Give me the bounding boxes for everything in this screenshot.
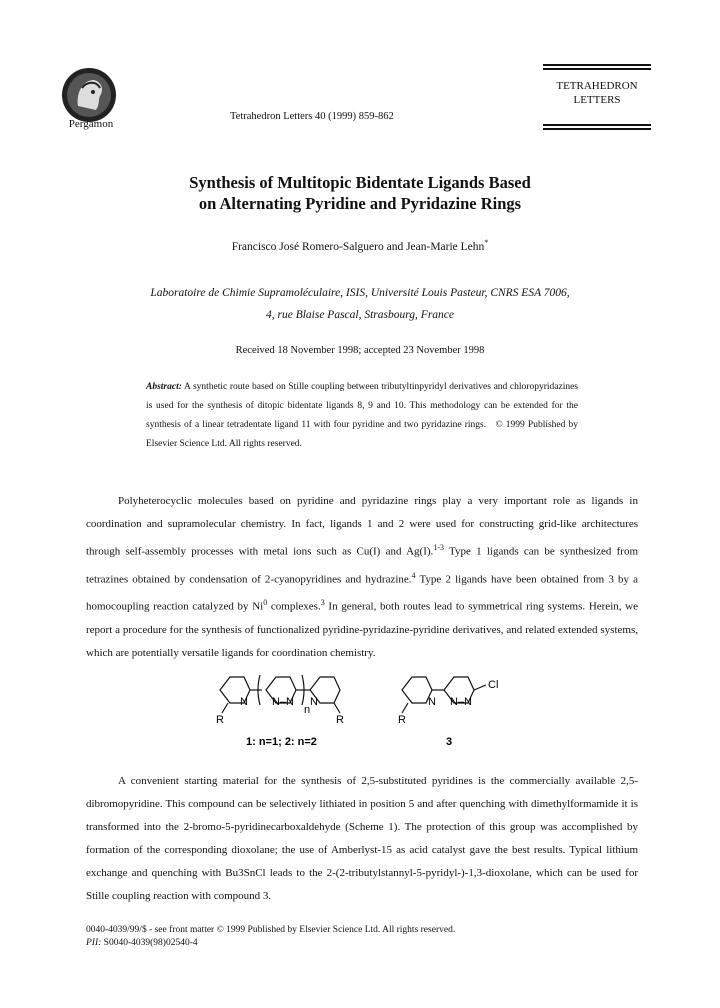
label-N-3: N [428, 696, 436, 708]
journal-name-line1: TETRAHEDRON [556, 80, 638, 92]
abstract [146, 378, 578, 454]
footer-pii [86, 937, 638, 950]
affiliation-line-2: 4, rue Blaise Pascal, Strasbourg, France [265, 309, 455, 321]
publisher-logo [60, 66, 118, 124]
pii-value: S0040-4039(98)02540-4 [101, 938, 198, 948]
p1-text-a: Polyheterocyclic molecules based on pyridine and pyridazine rings play a very important role as ligands in coordination and supramolecular chemistry. In fact, ligands 1 and 2 were used for constructing grid-like architectures through self-assembly processes with metal ions such as Cu(I) and Ag(I). [86, 495, 638, 558]
label-R-2: R [336, 714, 344, 726]
ref-3: 3 [320, 598, 325, 608]
body-paragraph-2 [86, 770, 638, 908]
chemical-structures-figure [210, 655, 510, 755]
body-paragraph-1 [86, 490, 638, 665]
article-title [100, 172, 620, 214]
structure-drawings [210, 655, 510, 755]
header-rule-top [543, 64, 651, 66]
p1-text-b: Type 1 ligands can be synthesized from tetrazines obtained by condensation of 2-cyanopyridines and hydrazine. [86, 545, 639, 586]
journal-name-line2: LETTERS [573, 94, 621, 106]
publisher-name: Pergamon [68, 118, 114, 130]
ref-4: 4 [411, 570, 416, 580]
abstract-label: Abstract: [146, 382, 182, 392]
p2-text: A convenient starting material for the synthesis of 2,5-substituted pyridines is the commercially available 2,5-dibromopyridine. This compound can be selectively lithiated in position 5 and after quenching with dimethylformamide it is transformed into the 2-bromo-5-pyridinecarboxaldehyde (Scheme 1). The protection of this group was accomplished by formation of the corresponding dioxolane; the use of Amberlyst-15 as acid catalyst gave the best results. Typical lithium exchange and quenching with Bu3SnCl leads to the 2-(2-tributylstannyl-5-pyridyl-)-1,3-dioxolane, which can be used for Stille coupling reaction with compound 3. [86, 775, 638, 902]
footer-copyright: 0040-4039/99/$ - see front matter © 1999 Published by Elsevier Science Ltd. All rights reserved. [86, 925, 456, 935]
pii-label: PII: [86, 938, 102, 948]
caption-compounds-1-2: 1: n=1; 2: n=2 [246, 736, 317, 748]
label-R-1: R [216, 714, 224, 726]
received-dates: Received 18 November 1998; accepted 23 November 1998 [235, 345, 485, 356]
label-N-1: N [240, 696, 248, 708]
label-n: n [304, 704, 311, 716]
journal-name [543, 79, 651, 107]
corresponding-author-mark: * [484, 238, 489, 247]
p1-text-c: Type 2 ligands have been obtained from 3 by a homocoupling reaction catalyzed by Ni [86, 573, 638, 613]
affiliation-line-1: Laboratoire de Chimie Supramoléculaire, ISIS, Université Louis Pasteur, CNRS ESA 7006, [150, 287, 570, 299]
label-Cl: Cl [488, 679, 499, 691]
label-N-2: N [310, 696, 318, 708]
author-names: Francisco José Romero-Salguero and Jean-Marie Lehn [231, 240, 485, 253]
header-rule-bottom [543, 124, 651, 126]
p1-text-e: In general, both routes lead to symmetrical ring systems. Herein, we report a procedure for the synthesis of functionalized pyridine-pyridazine-pyridine derivatives, and related extended systems, which are potentially versatile ligands for coordination chemistry. [86, 600, 639, 659]
title-line-2: on Alternating Pyridine and Pyridazine Rings [198, 194, 522, 213]
abstract-text: A synthetic route based on Stille coupling between tributyltinpyridyl derivatives and chloropyridazines is used for the synthesis of ditopic bidentate ligands 8, 9 and 10. This methodology can be extended for the synthesis of a linear tetradentate ligand 11 with four pyridine and two pyridazine rings. [146, 382, 578, 430]
title-line-1: Synthesis of Multitopic Bidentate Ligands Based [189, 173, 531, 192]
caption-compound-3: 3 [446, 736, 453, 748]
abstract-copyright: © 1999 Published by Elsevier Science Ltd. All rights reserved. [146, 420, 579, 449]
label-NN-3: N–N [450, 696, 473, 708]
journal-citation: Tetrahedron Letters 40 (1999) 859-862 [230, 111, 394, 122]
authors [100, 238, 620, 253]
label-R-3: R [398, 714, 406, 726]
p1-text-d: complexes. [267, 600, 321, 613]
footer [86, 924, 638, 950]
header-rule-bottom-2 [543, 128, 651, 130]
label-NN-1: N–N [272, 696, 295, 708]
ni-oxidation-state: 0 [263, 598, 268, 608]
ref-1-3: 1-3 [433, 543, 444, 552]
header-rule-top-2 [543, 68, 651, 70]
